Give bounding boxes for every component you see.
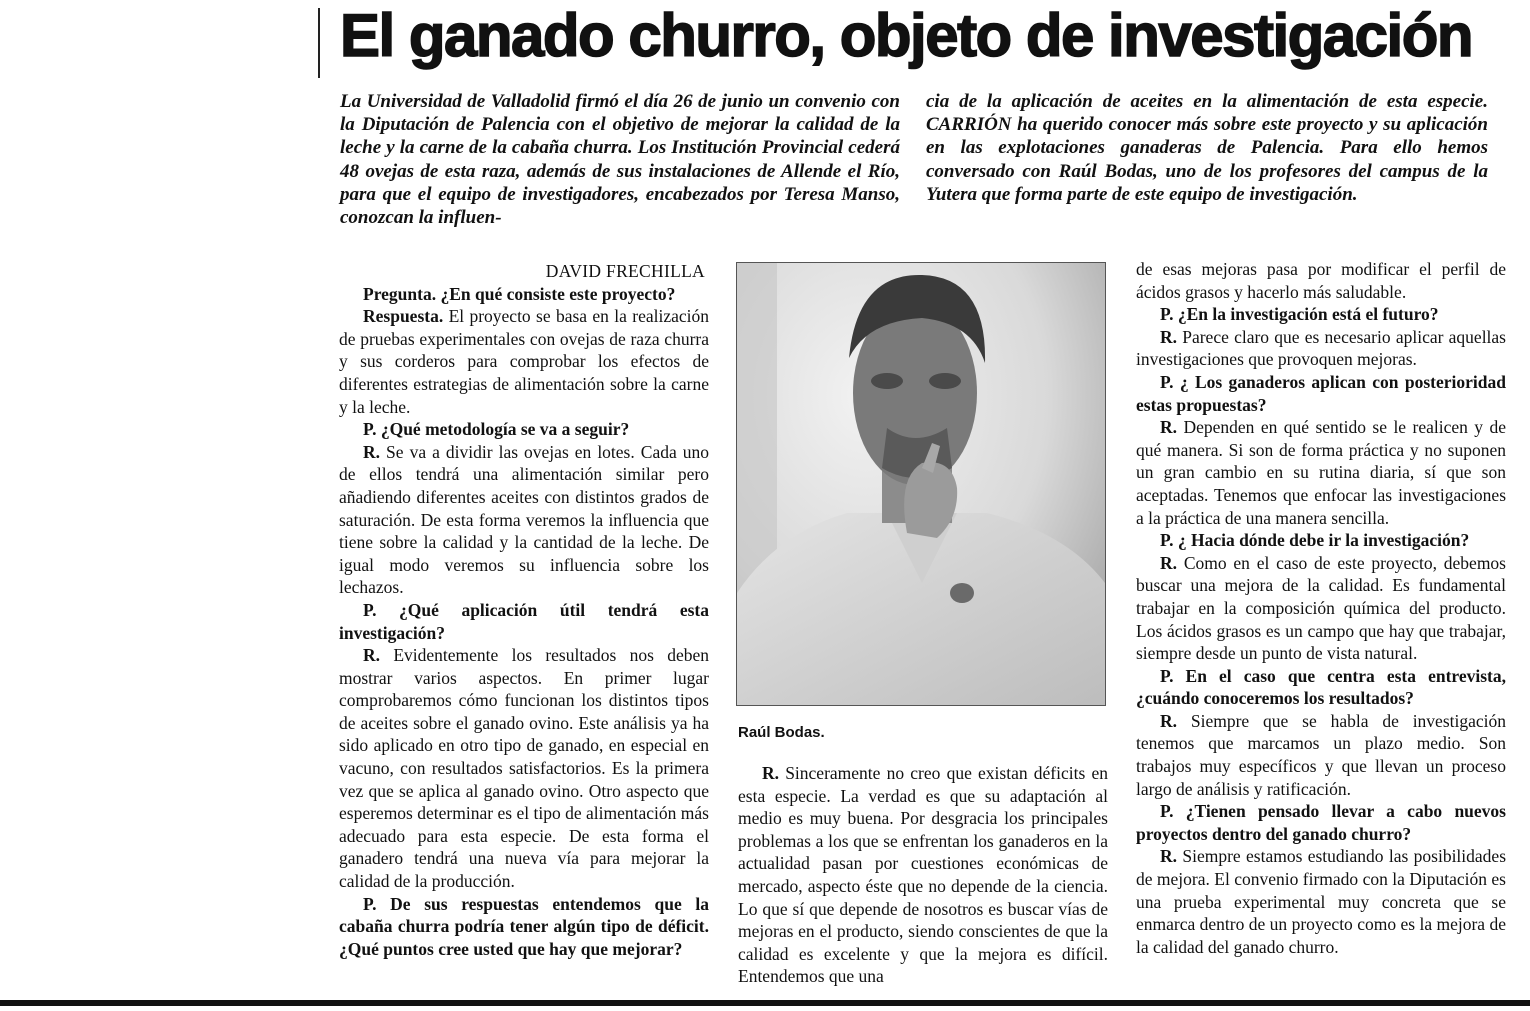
answer-label: R. — [762, 763, 780, 783]
question-4: P. De sus respuestas entendemos que la cabaña churra podría tener algún tipo de déficit. ¿Qué puntos cree usted que hay que mejorar? — [339, 893, 709, 959]
answer-label: R. — [1160, 417, 1178, 438]
answer-4 — [738, 762, 1108, 988]
answer-9 — [1136, 845, 1506, 958]
lead-paragraph-left: La Universidad de Valladolid firmó el día 26 de junio un convenio con la Diputación de Palencia con el objetivo de mejorar la calidad de la leche y la carne de la cabaña churra. Los Institución Provincial cederá 48 ovejas de esta raza, además de sus instalaciones de Allende el Río, para que el equipo de investigadores, encabezados por Teresa Manso, conozcan la influen- — [340, 91, 900, 229]
portrait-illustration — [737, 263, 1105, 705]
vertical-rule — [318, 8, 320, 78]
question-6: P. ¿ Los ganaderos aplican con posterioridad estas propuestas? — [1136, 371, 1506, 415]
answer-1 — [339, 305, 709, 418]
answer-label: R. — [1160, 552, 1178, 573]
photo-caption: Raúl Bodas. — [738, 724, 825, 741]
answer-7 — [1136, 552, 1506, 665]
answer-label: Respuesta. — [363, 306, 444, 327]
article-column-3 — [1136, 258, 1506, 958]
answer-text: Siempre que se habla de investigación tenemos que marcamos un plazo medio. Son trabajos muy específicos y que llevan un proceso largo de análisis y ratificación. — [1136, 710, 1506, 799]
question-2: P. ¿Qué metodología se va a seguir? — [363, 419, 630, 440]
answer-4-continued: de esas mejoras pasa por modificar el perfil de ácidos grasos y hacerlo más saludable. — [1136, 259, 1506, 302]
question-9: P. ¿Tienen pensado llevar a cabo nuevos proyectos dentro del ganado churro? — [1136, 801, 1506, 844]
answer-6 — [1136, 416, 1506, 529]
byline: DAVID FRECHILLA — [545, 261, 705, 281]
answer-label: R. — [1160, 710, 1178, 731]
question-8: P. En el caso que centra esta entrevista, ¿cuándo conoceremos los resultados? — [1136, 665, 1506, 709]
portrait-photo — [736, 262, 1106, 706]
question-1: Pregunta. ¿En qué consiste este proyecto? — [363, 283, 676, 304]
article-column-2 — [738, 762, 1108, 988]
question-3: P. ¿Qué aplicación útil tendrá esta investigación? — [339, 599, 709, 643]
answer-text: El proyecto se basa en la realización de pruebas experimentales con ovejas de raza churra y sus corderos para comprobar los efectos de diferentes estrategias de alimentación sobre la carne y la leche. — [339, 306, 709, 417]
answer-text: Se va a dividir las ovejas en lotes. Cada uno de ellos tendrá una alimentación similar pero añadiendo diferentes aceites con distintos grados de saturación. De esta forma veremos la influencia que tiene sobre la calidad y la cantidad de la leche. De igual modo veremos su influencia sobre los lechazos. — [339, 441, 709, 598]
answer-label: R. — [1160, 326, 1178, 347]
answer-5 — [1136, 326, 1506, 371]
answer-label: R. — [363, 645, 381, 666]
article-column-1 — [339, 260, 709, 960]
answer-text: Parece claro que es necesario aplicar aquellas investigaciones que provoquen mejoras. — [1136, 326, 1506, 370]
answer-text: Siempre estamos estudiando las posibilidades de mejora. El convenio firmado con la Diputación es una prueba experimental muy concreta que se enmarca dentro de un proyecto como es la mejora de la calidad del ganado churro. — [1136, 846, 1506, 957]
bottom-rule — [0, 1000, 1530, 1006]
answer-8 — [1136, 710, 1506, 800]
answer-label: R. — [363, 441, 381, 462]
answer-label: R. — [1160, 846, 1178, 867]
answer-text: Sinceramente no creo que existan déficits en esta especie. La verdad es que su adaptación al medio es muy buena. Por desgracia los principales problemas a los que se enfrentan los ganaderos en la actualidad pasan por cuestiones económicas de mercado, aspecto éste que no depende de la ciencia. Lo que sí que depende de nosotros es buscar vías de mejoras en el producto, siendo conscientes de que la calidad es excelente y que la mejora es difícil. Entendemos que una — [738, 763, 1108, 987]
answer-3 — [339, 644, 709, 893]
question-5: P. ¿En la investigación está el futuro? — [1160, 304, 1439, 325]
question-7: P. ¿ Hacia dónde debe ir la investigación? — [1160, 530, 1470, 551]
answer-text: Dependen en qué sentido se le realicen y de qué manera. Si son de forma práctica y no suponen un gran cambio en su rutina diaria, sí que son aceptadas. Tenemos que enfocar las investigaciones a la práctica de una manera sencilla. — [1136, 417, 1506, 528]
answer-text: Evidentemente los resultados nos deben mostrar varios aspectos. En primer lugar comprobaremos cómo funcionan los distintos tipos de aceites sobre el ganado ovino. Este análisis ya ha sido aplicado en otro tipo de ganado, en especial en vacuno, con resultados satisfactorios. Es la primera vez que se aplica al ganado ovino. Otro aspecto que esperemos determinar es el tipo de alimentación más adecuado para esta especie. De esta forma el ganadero tendrá una nueva vía para mejorar la calidad de la producción. — [339, 645, 709, 892]
headline: El ganado churro, objeto de investigación — [340, 2, 1472, 69]
answer-text: Como en el caso de este proyecto, debemos buscar una mejora de la calidad. Es fundamental trabajar en la composición química del producto. Los ácidos grasos es un campo que hay que trabajar, siempre desde un punto de vista natural. — [1136, 552, 1506, 664]
answer-2 — [339, 441, 709, 599]
lead-paragraph-right: cia de la aplicación de aceites en la alimentación de esta especie. CARRIÓN ha querido conocer más sobre este proyecto y su aplicación en las explotaciones ganaderas de Palencia. Para ello hemos conversado con Raúl Bodas, uno de los profesores del campus de la Yutera que forma parte de este equipo de investigación. — [926, 91, 1488, 205]
